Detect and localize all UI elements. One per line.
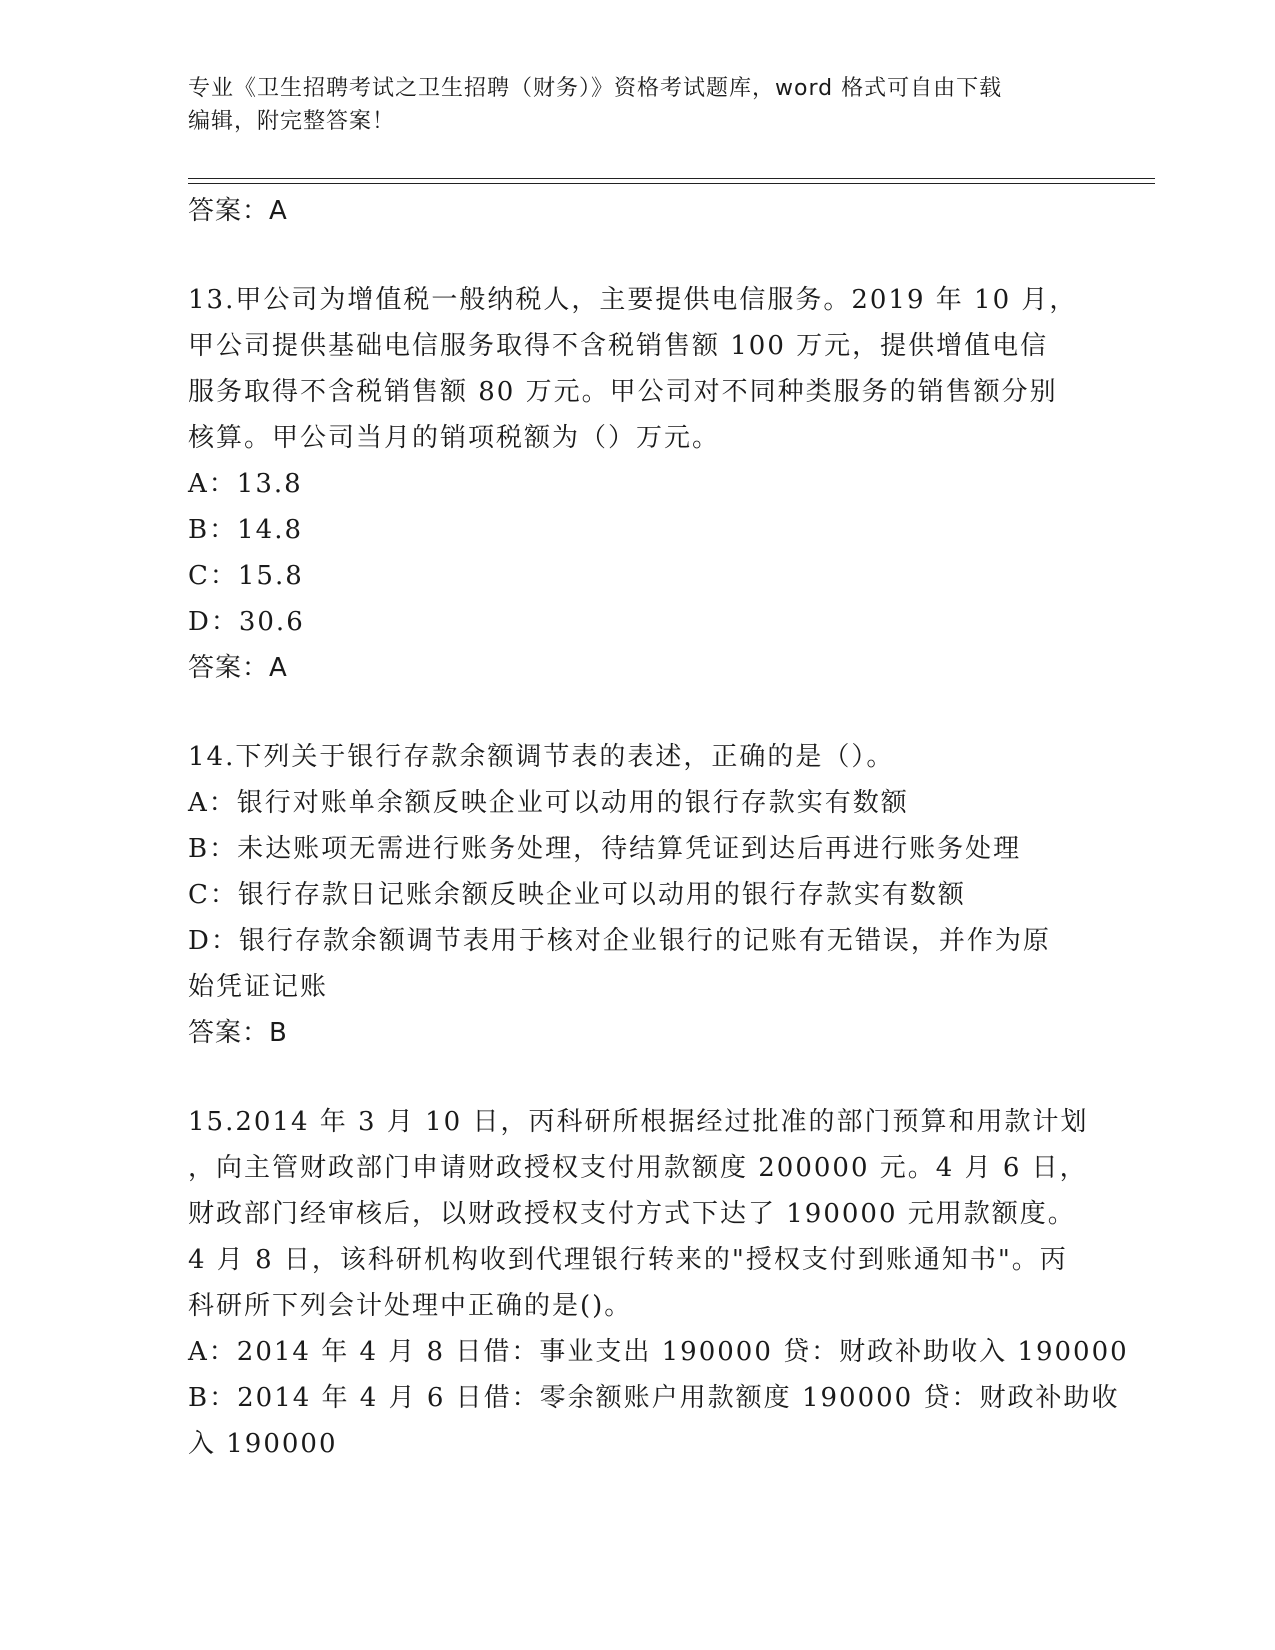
question-block [188, 1099, 1129, 1467]
question-stem-line: 服务取得不含税销售额 80 万元。甲公司对不同种类服务的销售额分别 [188, 377, 1058, 407]
option-b: B：14.8 [188, 515, 303, 545]
previous-answer: 答案：A [188, 196, 288, 226]
question-stem-line: 财政部门经审核后，以财政授权支付方式下达了 190000 元用款额度。 [188, 1199, 1076, 1229]
spacer [188, 234, 1088, 277]
question-stem-line: 15.2014 年 3 月 10 日，丙科研所根据经过批准的部门预算和用款计划 [188, 1107, 1089, 1137]
answer-line: 答案：A [188, 653, 288, 683]
option-c: C：15.8 [188, 561, 304, 591]
option-a: A：13.8 [188, 469, 303, 499]
question-stem-line: 14.下列关于银行存款余额调节表的表述，正确的是（）。 [188, 742, 895, 772]
question-stem-line: 4 月 8 日，该科研机构收到代理银行转来的"授权支付到账通知书"。丙 [188, 1245, 1068, 1275]
header-divider-bottom [188, 183, 1155, 184]
question-stem-line: 科研所下列会计处理中正确的是()。 [188, 1291, 633, 1321]
question-stem-line: 13.甲公司为增值税一般纳税人，主要提供电信服务。2019 年 10 月， [188, 285, 1078, 315]
spacer [188, 1056, 1088, 1099]
option-a: A：银行对账单余额反映企业可以动用的银行存款实有数额 [188, 788, 909, 818]
header-line-2: 编辑，附完整答案！ [188, 109, 396, 134]
question-block [188, 277, 1088, 691]
option-d: D：银行存款余额调节表用于核对企业银行的记账有无错误，并作为原 [188, 926, 1051, 956]
question-stem-line: 甲公司提供基础电信服务取得不含税销售额 100 万元，提供增值电信 [188, 331, 1049, 361]
option-d: D：30.6 [188, 607, 305, 637]
option-a: A：2014 年 4 月 8 日借：事业支出 190000 贷：财政补助收入 190000 [188, 1337, 1129, 1367]
option-c: C：银行存款日记账余额反映企业可以动用的银行存款实有数额 [188, 880, 966, 910]
question-block [188, 734, 1088, 1056]
spacer [188, 691, 1088, 734]
question-list [188, 188, 1129, 1467]
question-stem-line: ，向主管财政部门申请财政授权支付用款额度 200000 元。4 月 6 日， [188, 1153, 1088, 1183]
document-header [188, 72, 1088, 138]
answer-line: 答案：B [188, 1018, 288, 1048]
option-b-continuation: 入 190000 [188, 1429, 338, 1459]
header-divider-top [188, 178, 1155, 179]
question-stem-line: 核算。甲公司当月的销项税额为（）万元。 [188, 423, 721, 453]
option-d-continuation: 始凭证记账 [188, 972, 329, 1002]
option-b: B：未达账项无需进行账务处理，待结算凭证到达后再进行账务处理 [188, 834, 1022, 864]
header-line-1: 专业《卫生招聘考试之卫生招聘（财务）》资格考试题库，word 格式可自由下载 [188, 76, 1003, 101]
option-b: B：2014 年 4 月 6 日借：零余额账户用款额度 190000 贷：财政补助收 [188, 1383, 1120, 1413]
